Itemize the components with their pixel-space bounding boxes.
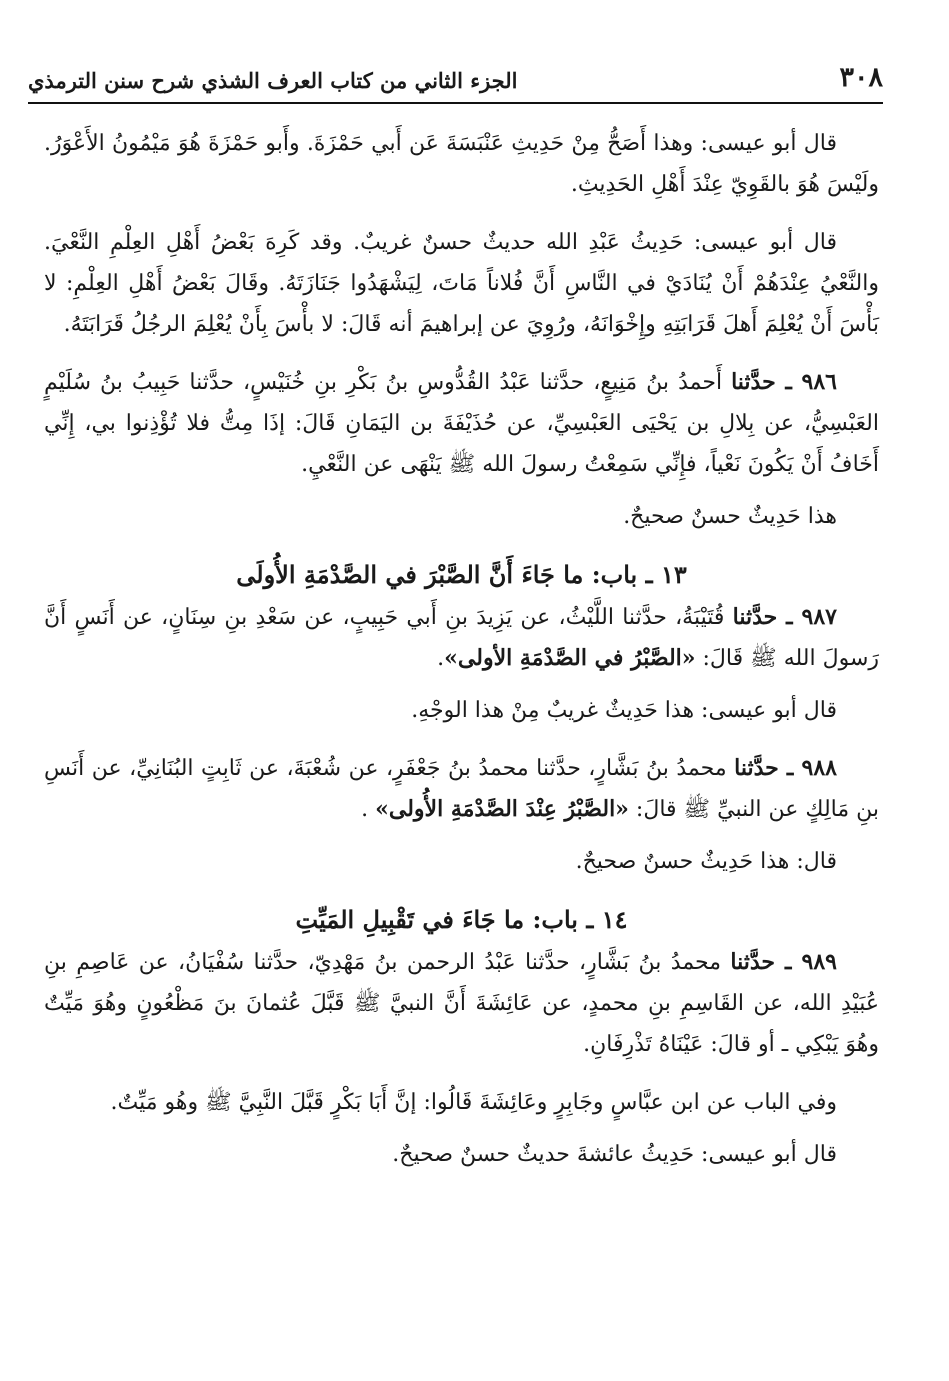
- hadith-986: [44, 362, 879, 485]
- hadith-987-text: قُتَيْبَةُ، حدَّثنا اللَّيْثُ، عن يَزِيدَ بنِ أَبي حَبِيبٍ، عن سَعْدِ بنِ سِنَانٍ، عن أَنَسٍ أَنَّ رَسولَ الله ﷺ قَالَ:: [44, 605, 879, 671]
- hadith-989-grade: قال أبو عيسى: حَدِيثُ عائشةَ حديثٌ حسنٌ صحيحٌ.: [392, 1142, 837, 1167]
- hadith-988-text: محمدُ بنُ بَشَّارٍ، حدَّثنا محمدُ بنُ جَعْفَرٍ، عن شُعْبَةَ، عن ثَابِتٍ البُنَانِيِّ، عن أَنَسِ بنِ مَالِكٍ عن النبيِّ ﷺ قالَ:: [44, 756, 879, 822]
- hadith-989-label: ٩٨٩ ـ حدَّثنا: [730, 949, 837, 975]
- hadith-987-grade: قال أبو عيسى: هذا حَدِيثٌ غريبٌ مِنْ هذا الوجْهِ.: [411, 698, 837, 723]
- hadith-989-bab: وفي الباب عن ابن عبَّاسٍ وجَابِرٍ وعَائِشَةَ قَالُوا: إنَّ أَبَا بَكْرٍ قَبَّلَ النَّبِيَّ ﷺ وهُو مَيِّتٌ.: [110, 1090, 837, 1115]
- hadith-986-text: أَحمدُ بنُ مَنِيعٍ، حدَّثنا عَبْدُ القُدُّوسِ بنُ بَكْرِ بنِ خُنَيْسٍ، حدَّثنا حَبِيبُ بنُ سُلَيْمٍ العَبْسِيُّ، عن بِلالِ بن يَحْيَى العَبْسِيِّ، عن حُذَيْفَةَ بن اليَمَانِ قَالَ: إذَا مِتُّ فلا تُؤْذِنوا بي، إِنِّي أَخَافُ أَنْ يَكُونَ نَعْياً، فإِنِّي سَمِعْتُ رسولَ الله ﷺ يَنْهَى عن النَّعْيِ.: [44, 370, 879, 477]
- hadith-986-label: ٩٨٦ ـ حدَّثنا: [731, 369, 837, 395]
- hadith-989-text: محمدُ بنُ بَشَّارٍ، حدَّثنا عَبْدُ الرحمن بنُ مَهْدِيّ، حدَّثنا سُفْيَانُ، عن عَاصِمِ بنِ عُبَيْدِ الله، عن القَاسِمِ بنِ محمدٍ، عن عَائِشَةَ أَنَّ النبيَّ ﷺ قَبَّلَ عُثمانَ بنَ مَظْعُونٍ وهُوَ مَيِّتٌ وهُوَ يَبْكِي ـ أو قالَ: عَيْنَاهُ تَذْرِفَانِ.: [44, 950, 879, 1057]
- hadith-988: [44, 748, 879, 830]
- hadith-988-end: .: [361, 797, 376, 822]
- page-number: ٣٠٨: [839, 62, 883, 93]
- page-header: [28, 58, 883, 104]
- chapter-13-heading: ١٣ ـ باب: ما جَاءَ أَنَّ الصَّبْرَ في الصَّدْمَةِ الأُولَى: [236, 560, 687, 589]
- hadith-987-label: ٩٨٧ ـ حدَّثنا: [732, 604, 837, 630]
- page-body: [44, 123, 879, 1192]
- hadith-987: [44, 597, 879, 679]
- paragraph-abu-isa-2: قال أبو عيسى: حَدِيثُ عَبْدِ الله حديثٌ حسنٌ غريبٌ. وقد كَرِهَ بَعْضُ أَهْلِ العِلْمِ النَّعْيَ. والنَّعْيُ عِنْدَهُمْ أَنْ يُنَادَيْ في النَّاسِ أَنَّ فُلاناً مَاتَ، لِيَشْهَدُوا جَنَازَتَهُ. وقَالَ بَعْضُ أَهْلِ العِلْمِ: لا بَأْسَ أَنْ يُعْلِمَ أَهلَ قَرَابَتِهِ وإِخْوَانَهُ، ورُوِيَ عن إبراهيمَ أنه قَالَ: لا بأْسَ بِأَنْ يُعْلِمَ الرجُلُ قَرَابَتَهُ.: [44, 230, 879, 337]
- hadith-989: [44, 942, 879, 1065]
- hadith-987-end: .: [437, 646, 445, 671]
- hadith-988-label: ٩٨٨ ـ حدَّثنا: [734, 755, 837, 781]
- hadith-988-grade: قال: هذا حَدِيثٌ حسنٌ صحيحٌ.: [575, 849, 837, 874]
- hadith-988-quote: «الصَّبْرُ عِنْدَ الصَّدْمَةِ الأُولى»: [375, 796, 629, 822]
- paragraph-abu-isa-1: قال أبو عيسى: وهذا أَصَحُّ مِنْ حَدِيثِ عَنْبَسَةَ عَن أَبي حَمْزَةَ. وأَبو حَمْزَةَ هُوَ مَيْمُونُ الأَعْوَرُ. ولَيْسَ هُوَ بالقَوِيّ عِنْدَ أَهْلِ الحَدِيثِ.: [44, 131, 879, 197]
- hadith-987-quote: «الصَّبْرُ في الصَّدْمَةِ الأولى»: [444, 645, 696, 671]
- hadith-986-grade: هذا حَدِيثٌ حسنٌ صحيحٌ.: [623, 504, 837, 529]
- chapter-14-heading: ١٤ ـ باب: ما جَاءَ في تَقْبِيلِ المَيِّتِ: [295, 905, 628, 934]
- running-title: الجزء الثاني من كتاب العرف الشذي شرح سنن الترمذي: [28, 68, 518, 93]
